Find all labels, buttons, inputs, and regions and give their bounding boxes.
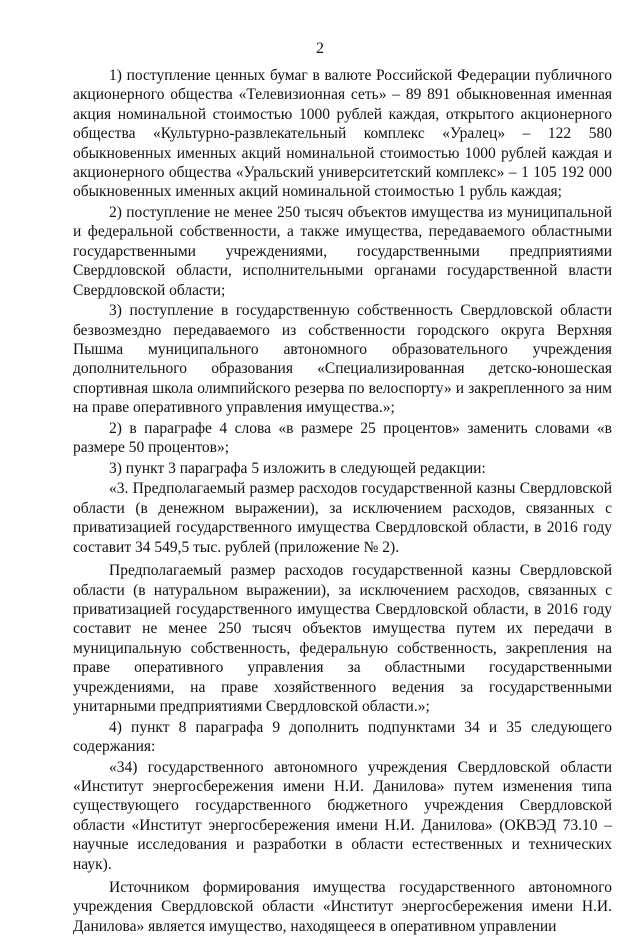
paragraph-subpoint-34: «34) государственного автономного учреждения Свердловской области «Институт энергосбережения имени Н.И. Данилова» путем изменения типа существующего государственного бюджетного учреждения Свердловской области «Институт энергосбережения имени Н.И. Данилова» (ОКВЭД 73.10 – научные исследования и разработки в области естественных и технических наук). (73, 758, 612, 873)
paragraph-section-4-amendment: 2) в параграфе 4 слова «в размере 25 процентов» заменить словами «в размере 50 процентов»; (73, 419, 612, 457)
paragraph-state-ownership-receipt: 3) поступление в государственную собственность Свердловской области безвозмездно передаваемого из собственности городского округа Верхняя Пышма муниципального автономного образовательного учреждения дополнительного образования «Специализированная детско-юношеская спортивная школа олимпийского резерва по велоспорту» и закрепленного за ним на праве оперативного управления имущества.»; (73, 302, 612, 417)
paragraph-property-receipt: 2) поступление не менее 250 тысяч объектов имущества из муниципальной и федеральной собственности, а также имущества, передаваемого областными государственными учреждениями, государственными предприятиями Свердловской области, исполнительными органами государственной власти Свердловской области; (73, 204, 612, 299)
paragraph-securities-receipt: 1) поступление ценных бумаг в валюте Российской Федерации публичного акционерного общества «Телевизионная сеть» – 89 891 обыкновенная именная акция номинальной стоимостью 1000 рублей каждая, открытого акционерного общества «Культурно-развлекательный комплекс «Уралец» – 122 580 обыкновенных именных акций номинальной стоимостью 1000 рублей каждая и акционерного общества «Уральский университетский комплекс» – 1 105 192 000 обыкновенных именных акций номинальной стоимостью 1 рубль каждая; (73, 67, 612, 201)
paragraph-section-5-amendment: 3) пункт 3 параграфа 5 изложить в следующей редакции: (109, 459, 486, 477)
paragraph-property-source: Источником формирования имущества государственного автономного учреждения Свердловской области «Институт энергосбережения имени Н.И. Данилова» является имущество, находящееся в оперативном управлении (73, 878, 612, 935)
paragraph-in-kind-expenses: Предполагаемый размер расходов государственной казны Свердловской области (в натуральном выражении), за исключением расходов, связанных с приватизацией государственного имущества Свердловской области, в 2016 году составит не менее 250 тысяч объектов имущества путем их передачи в муниципальную собственность, федеральную собственность, закрепления на праве оперативного управления за областными государственными учреждениями, на праве хозяйственного ведения за государственными унитарными предприятиями Свердловской области.»; (73, 562, 612, 715)
page-number: 2 (316, 40, 324, 57)
document-body (73, 66, 612, 937)
paragraph-monetary-expenses: «3. Предполагаемый размер расходов государственной казны Свердловской области (в денежном выражении), за исключением расходов, связанных с приватизацией государственного имущества Свердловской области, в 2016 году составит 34 549,5 тыс. рублей (приложение № 2). (73, 480, 612, 556)
paragraph-section-9-amendment: 4) пункт 8 параграфа 9 дополнить подпунктами 34 и 35 следующего содержания: (73, 718, 612, 755)
